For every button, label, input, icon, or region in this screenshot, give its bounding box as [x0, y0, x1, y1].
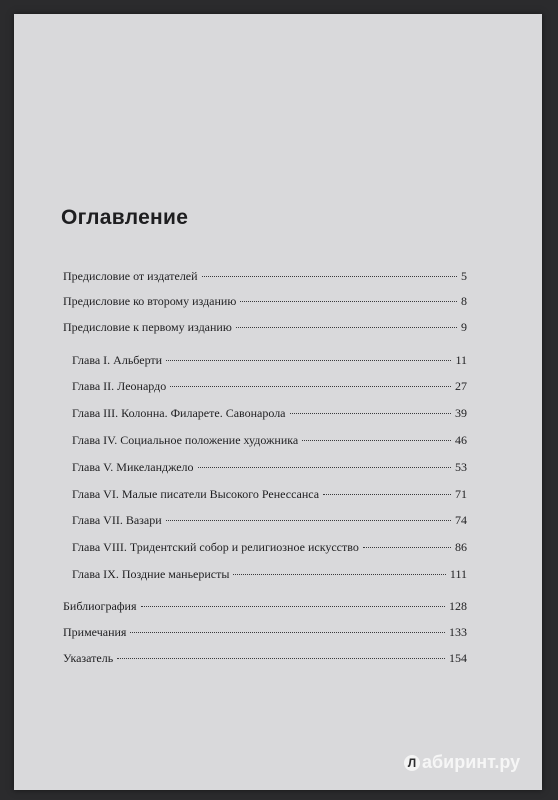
toc-entry — [63, 320, 467, 335]
toc-entry-page: 39 — [455, 406, 467, 420]
watermark-text: абиринт.ру — [422, 752, 521, 772]
toc-entry — [72, 433, 467, 448]
toc-entry-label: Глава VII. Вазари — [72, 513, 162, 527]
toc-entry — [72, 460, 467, 475]
toc-entry-label: Библиография — [63, 599, 137, 613]
toc-entry-page: 128 — [449, 599, 467, 613]
toc-entry-label: Глава I. Альберти — [72, 353, 163, 367]
toc-entry — [72, 379, 467, 394]
dot-leader — [290, 413, 451, 414]
dot-leader — [166, 520, 451, 521]
toc-entry-page: 86 — [455, 540, 467, 554]
toc-entry-label: Глава V. Микеланджело — [72, 460, 194, 474]
toc-entry-page: 74 — [455, 513, 467, 527]
toc-entry-label: Глава VI. Малые писатели Высокого Ренессанса — [72, 487, 320, 501]
toc-entry — [72, 487, 467, 502]
toc-entry-label: Предисловие ко второму изданию — [63, 294, 237, 308]
dot-leader — [202, 276, 457, 277]
toc-entry — [63, 294, 467, 309]
toc-entry-label: Указатель — [63, 651, 114, 665]
toc-entry-label: Предисловие от издателей — [63, 269, 198, 283]
labirint-logo-icon: Л — [404, 755, 420, 771]
dot-leader — [363, 547, 451, 548]
toc-entry-page: 53 — [455, 460, 467, 474]
toc-entry-page: 71 — [455, 487, 467, 501]
toc-entry-page: 154 — [449, 651, 467, 665]
toc-entry — [72, 567, 467, 582]
toc-entry-label: Глава II. Леонардо — [72, 379, 167, 393]
toc-entry-page: 11 — [455, 353, 467, 367]
toc-entry — [72, 513, 467, 528]
toc-entry-label: Глава IX. Поздние маньеристы — [72, 567, 230, 581]
dot-leader — [236, 327, 457, 328]
toc-entry — [72, 540, 467, 555]
toc-entry-label: Глава IV. Социальное положение художника — [72, 433, 299, 447]
toc-entry-label: Глава VIII. Тридентский собор и религиозное искусство — [72, 540, 359, 554]
toc-entry-page: 46 — [455, 433, 467, 447]
toc-entry — [72, 353, 467, 368]
dot-leader — [198, 467, 451, 468]
toc-entry-page: 133 — [449, 625, 467, 639]
dot-leader — [141, 606, 446, 607]
dot-leader — [117, 658, 445, 659]
toc-entry — [63, 625, 467, 640]
dot-leader — [323, 494, 451, 495]
toc-entry-label: Примечания — [63, 625, 127, 639]
toc-entry — [63, 599, 467, 614]
book-page — [14, 14, 542, 790]
toc-entry-label: Предисловие к первому изданию — [63, 320, 232, 334]
dot-leader — [302, 440, 451, 441]
labirint-watermark-logo — [404, 752, 520, 773]
toc-entry — [72, 406, 467, 421]
toc-entry-page: 111 — [449, 567, 467, 581]
dot-leader — [240, 301, 457, 302]
toc-entry-label: Глава III. Колонна. Филарете. Савонарола — [72, 406, 286, 420]
dot-leader — [166, 360, 451, 361]
dot-leader — [130, 632, 445, 633]
toc-entry — [63, 651, 467, 666]
toc-entry-page: 9 — [461, 320, 467, 334]
toc-entry-page: 8 — [461, 294, 467, 308]
dot-leader — [233, 574, 445, 575]
dot-leader — [170, 386, 451, 387]
toc-entry-page: 5 — [461, 269, 467, 283]
toc-entry-page: 27 — [455, 379, 467, 393]
toc-title: Оглавление — [61, 206, 189, 229]
toc-entry — [63, 269, 467, 284]
